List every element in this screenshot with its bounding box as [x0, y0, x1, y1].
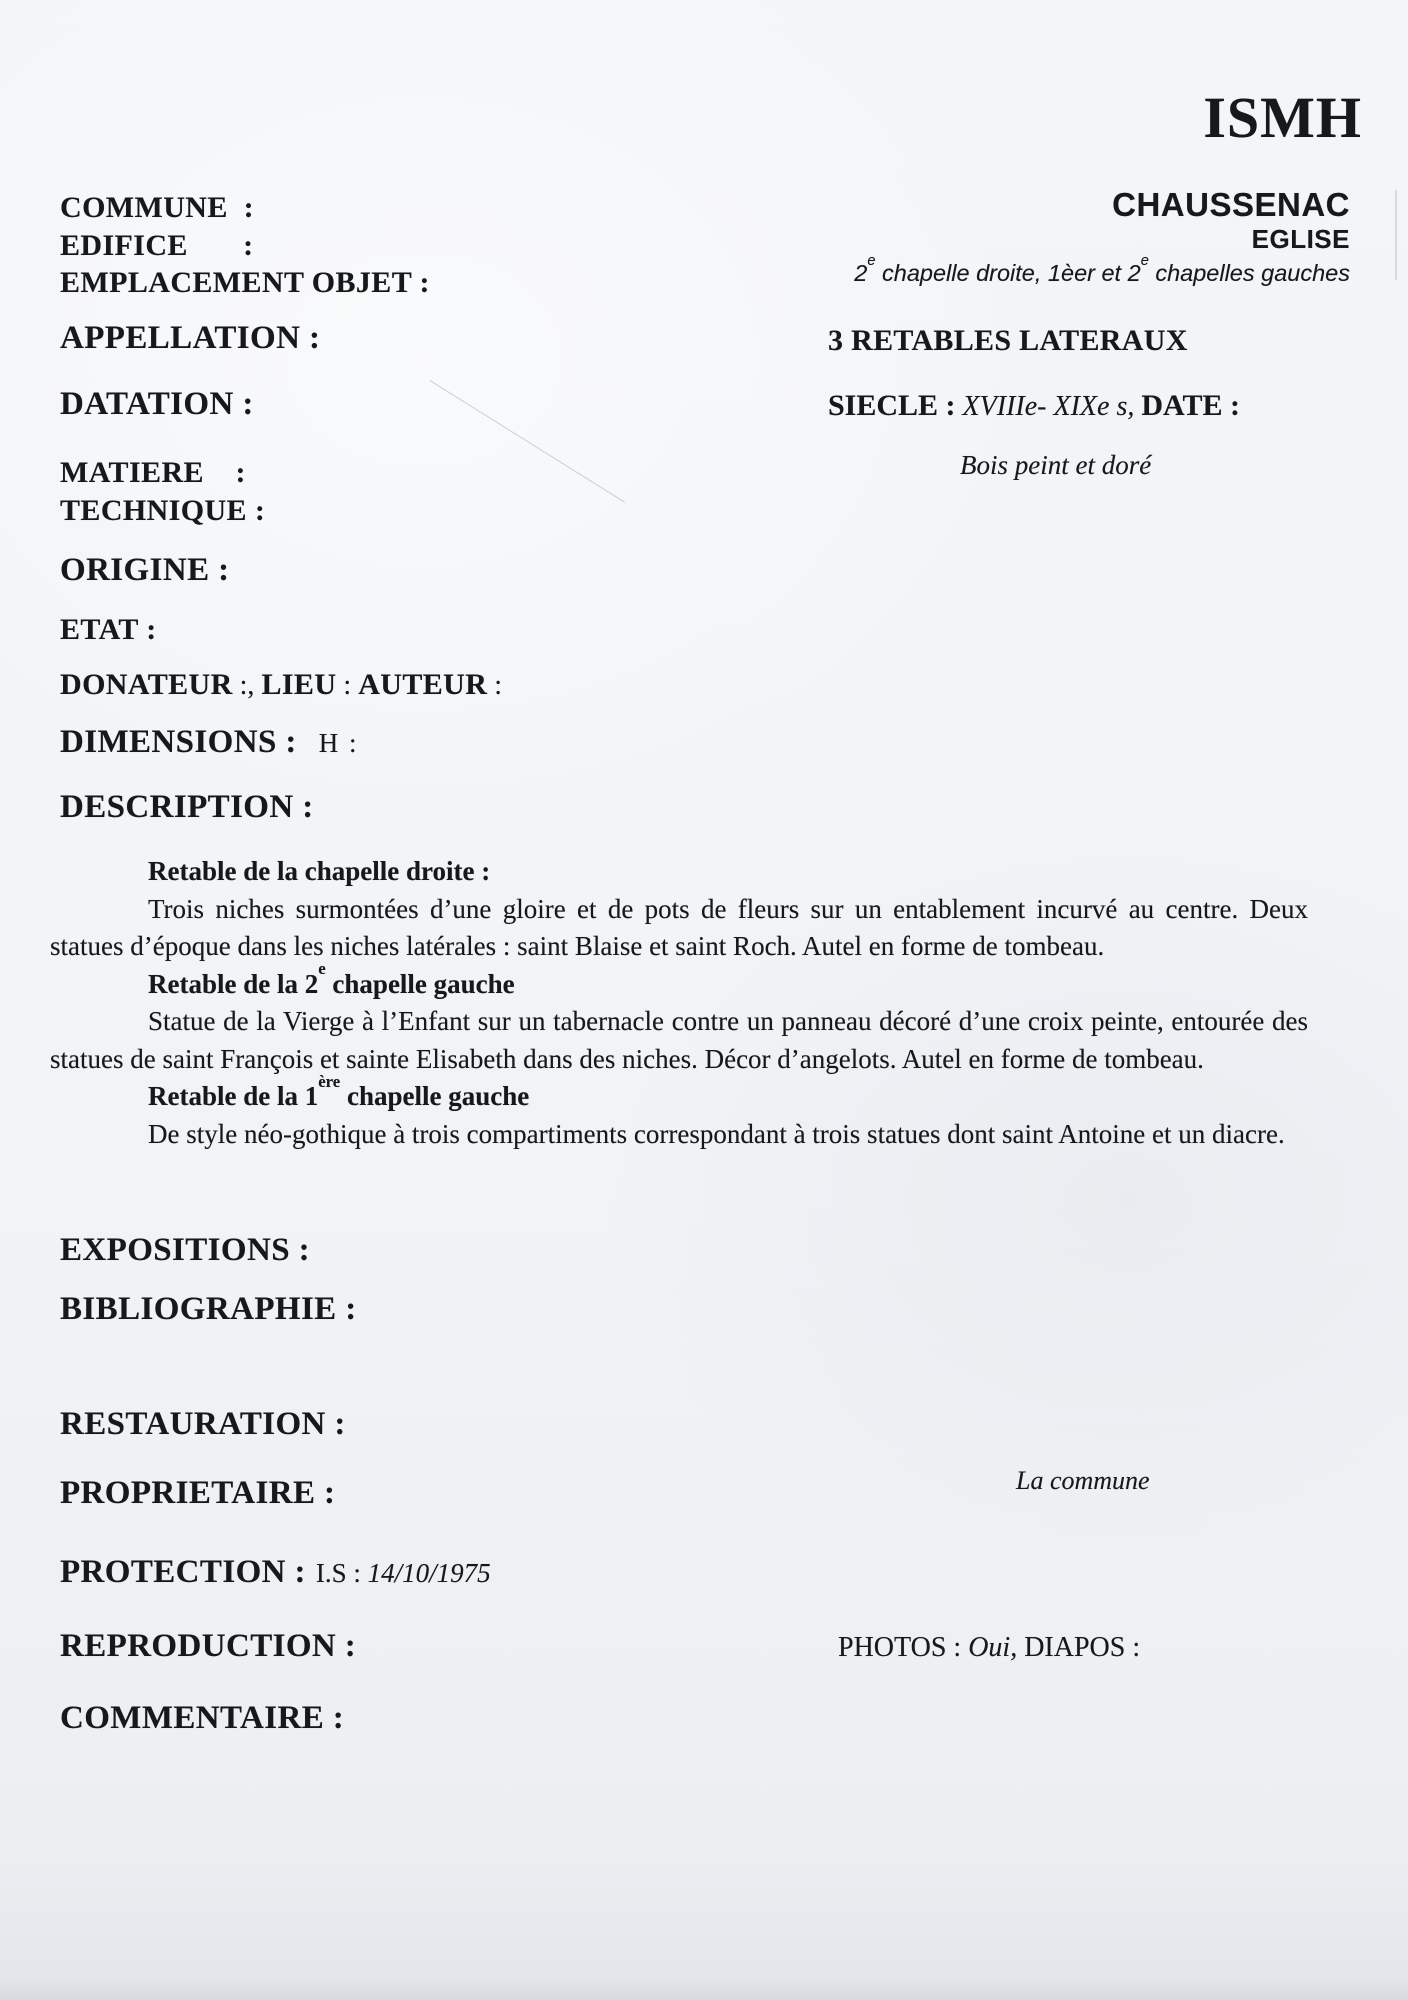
header-right-block	[854, 186, 1350, 289]
proprietaire-value: La commune	[1016, 1466, 1150, 1495]
siecle-row	[828, 389, 1240, 423]
photos-row	[838, 1632, 1140, 1664]
emplacement-value-part: chapelle droite, 1èer et 2	[875, 260, 1141, 286]
matiere-value: Bois peint et doré	[960, 450, 1152, 480]
heading-part: Retable de la 1	[148, 1081, 319, 1111]
technique-label: TECHNIQUE :	[60, 494, 266, 527]
emplacement-value-sup: e	[1140, 252, 1149, 269]
commentaire-label: COMMENTAIRE :	[60, 1700, 345, 1736]
photos-label: PHOTOS :	[838, 1632, 969, 1663]
date-label: DATE :	[1141, 389, 1240, 422]
heading-part: chapelle gauche	[340, 1081, 530, 1111]
commune-label: COMMUNE :	[60, 191, 254, 224]
auteur-colon: :	[487, 670, 503, 701]
dimensions-row	[60, 724, 359, 761]
commune-value: CHAUSSENAC	[1112, 186, 1350, 223]
ismh-stamp: ISMH	[1203, 85, 1362, 150]
expositions-label: EXPOSITIONS :	[60, 1232, 311, 1268]
heading-part: chapelle gauche	[325, 968, 515, 999]
description-body	[50, 853, 1308, 1153]
heading-sup: e	[318, 959, 326, 979]
emplacement-value-part: chapelles gauches	[1148, 260, 1350, 286]
photos-value: Oui,	[968, 1632, 1018, 1663]
emplacement-value-sup: e	[867, 252, 876, 269]
donateur-row	[60, 668, 502, 702]
description-label: DESCRIPTION :	[60, 789, 314, 825]
auteur-label: AUTEUR	[358, 668, 488, 701]
protection-date: 14/10/1975	[367, 1558, 491, 1588]
appellation-value: 3 RETABLES LATERAUX	[828, 324, 1188, 357]
heading-part: Retable de la 2	[148, 968, 319, 999]
siecle-value: XVIIIe- XIXe s,	[955, 391, 1142, 422]
emplacement-label: EMPLACEMENT OBJET :	[60, 266, 430, 299]
siecle-label: SIECLE :	[828, 389, 956, 422]
scan-scratch	[429, 380, 625, 503]
restauration-label: RESTAURATION :	[60, 1406, 346, 1442]
reproduction-label: REPRODUCTION :	[60, 1628, 357, 1664]
donateur-colon: :,	[232, 670, 262, 701]
retable-droite-paragraph: Trois niches surmontées d’une gloire et de pots de fleurs sur un entablement incurvé au centre. Deux statues d’époque dans les niches latérales : saint Blaise et saint Roch. Autel en forme de tombeau.	[50, 893, 1308, 961]
emplacement-value	[854, 252, 1350, 289]
protection-row	[60, 1554, 491, 1591]
origine-label: ORIGINE :	[60, 552, 230, 588]
etat-label: ETAT :	[60, 613, 157, 646]
retable-1ere-gauche-heading	[148, 1071, 1308, 1116]
protection-label: PROTECTION :	[60, 1554, 306, 1590]
edifice-label: EDIFICE :	[60, 229, 254, 262]
edifice-value: EGLISE	[1251, 224, 1350, 254]
heading-sup: ère	[318, 1071, 341, 1091]
retable-droite-heading: Retable de la chapelle droite :	[148, 856, 491, 886]
lieu-colon: :	[336, 670, 359, 701]
emplacement-value-part: 2	[854, 260, 868, 286]
appellation-label: APPELLATION :	[60, 320, 321, 356]
matiere-label: MATIERE :	[60, 456, 246, 489]
dimensions-label: DIMENSIONS :	[60, 724, 297, 760]
retable-2e-gauche-heading	[148, 959, 1308, 1004]
diapos-label: DIAPOS :	[1017, 1632, 1141, 1663]
bibliographie-label: BIBLIOGRAPHIE :	[60, 1291, 357, 1327]
proprietaire-label: PROPRIETAIRE :	[60, 1475, 336, 1511]
donateur-label: DONATEUR	[60, 668, 233, 701]
retable-1ere-gauche-paragraph: De style néo-gothique à trois compartiments correspondant à trois statues dont saint Antoine et un diacre.	[148, 1118, 1285, 1149]
hauteur-label: H :	[318, 728, 359, 758]
lieu-label: LIEU	[261, 668, 337, 701]
scan-edge-shadow	[1395, 190, 1397, 280]
datation-label: DATATION :	[60, 386, 254, 422]
retable-2e-gauche-paragraph: Statue de la Vierge à l’Enfant sur un tabernacle contre un panneau décoré d’une croix peinte, entourée des statues de saint François et sainte Elisabeth dans des niches. Décor d’angelots. Autel en forme de tombeau.	[50, 1006, 1308, 1074]
protection-is-label: I.S :	[315, 1558, 368, 1588]
